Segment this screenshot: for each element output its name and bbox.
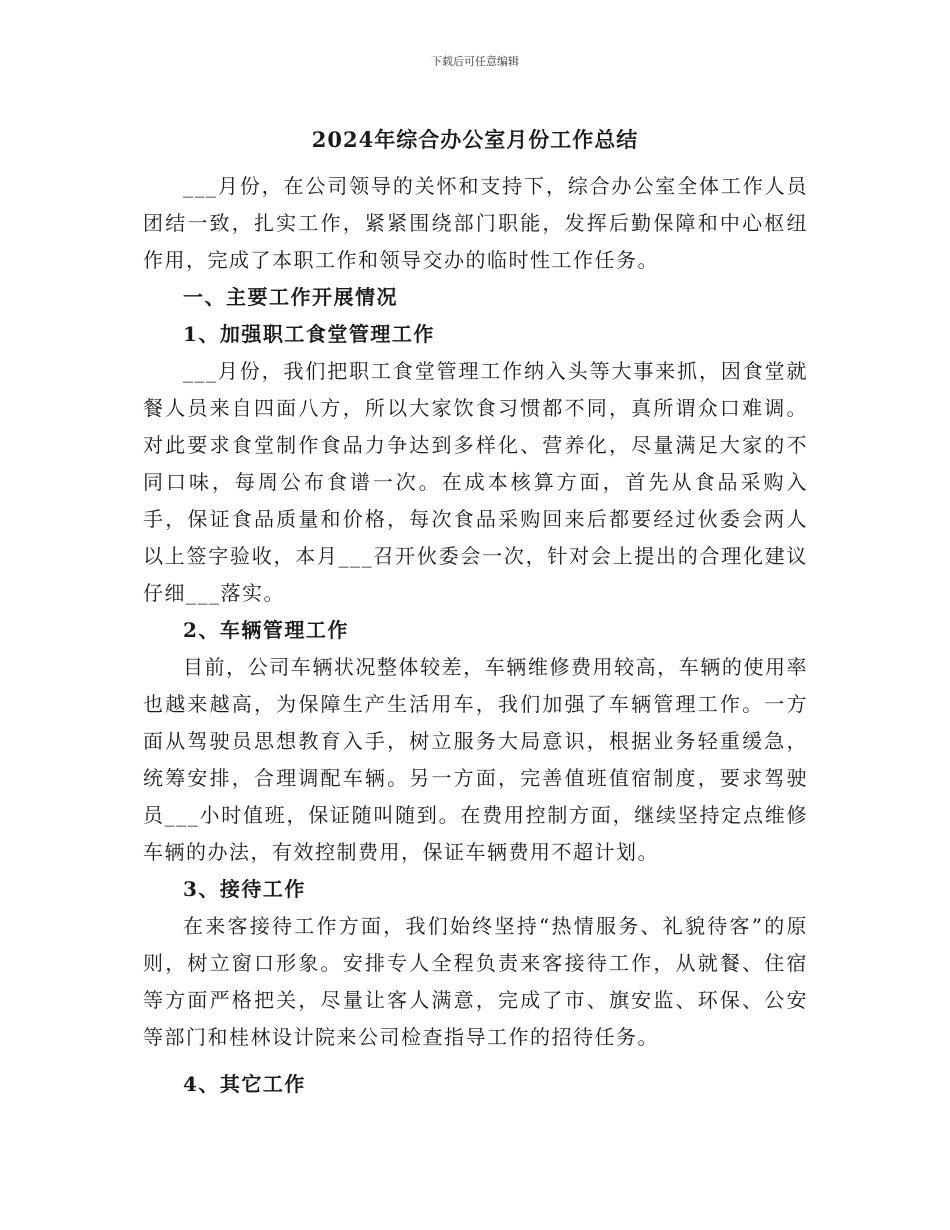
reception-paragraph: 在来客接待工作方面，我们始终坚持“热情服务、礼貌待客”的原则，树立窗口形象。安排专人全程负责来客接待工作，从就餐、住宿等方面严格把关，尽量让客人满意，完成了市、旗安监、环保、公安等部门和桂林设计院来公司检查指导工作的招待任务。	[143, 914, 808, 1049]
intro-paragraph: ___月份，在公司领导的关怀和支持下，综合办公室全体工作人员团结一致，扎实工作，紧紧围绕部门职能，发挥后勤保障和中心枢纽作用，完成了本职工作和领导交办的临时性工作任务。	[143, 174, 808, 272]
canteen-paragraph: ___月份，我们把职工食堂管理工作纳入头等大事来抓，因食堂就餐人员来自四面八方，所以大家饮食习惯都不同，真所谓众口难调。对此要求食堂制作食品力争达到多样化、营养化，尽量满足大家的不同口味，每周公布食谱一次。在成本核算方面，首先从食品采购入手，保证食品质量和价格，每次食品采购回来后都要经过伙委会两人以上签字验收，本月___召开伙委会一次，针对会上提出的合理化建议仔细___落实。	[143, 359, 808, 605]
section-heading-main-work: 一、主要工作开展情况	[183, 285, 398, 309]
page-header-note: 下载后可任意编辑	[431, 55, 519, 68]
document-title: 2024年综合办公室月份工作总结	[311, 127, 639, 152]
subsection-heading-other: 4、其它工作	[183, 1072, 306, 1096]
document-body	[143, 168, 808, 1103]
subsection-heading-reception: 3、接待工作	[183, 877, 306, 901]
subsection-heading-vehicles: 2、车辆管理工作	[183, 618, 349, 642]
subsection-heading-canteen: 1、加强职工食堂管理工作	[183, 322, 435, 346]
vehicles-paragraph: 目前，公司车辆状况整体较差，车辆维修费用较高，车辆的使用率也越来越高，为保障生产生活用车，我们加强了车辆管理工作。一方面从驾驶员思想教育入手，树立服务大局意识，根据业务轻重缓急，统筹安排，合理调配车辆。另一方面，完善值班值宿制度，要求驾驶员___小时值班，保证随叫随到。在费用控制方面，继续坚持定点维修车辆的办法，有效控制费用，保证车辆费用不超计划。	[143, 655, 808, 864]
